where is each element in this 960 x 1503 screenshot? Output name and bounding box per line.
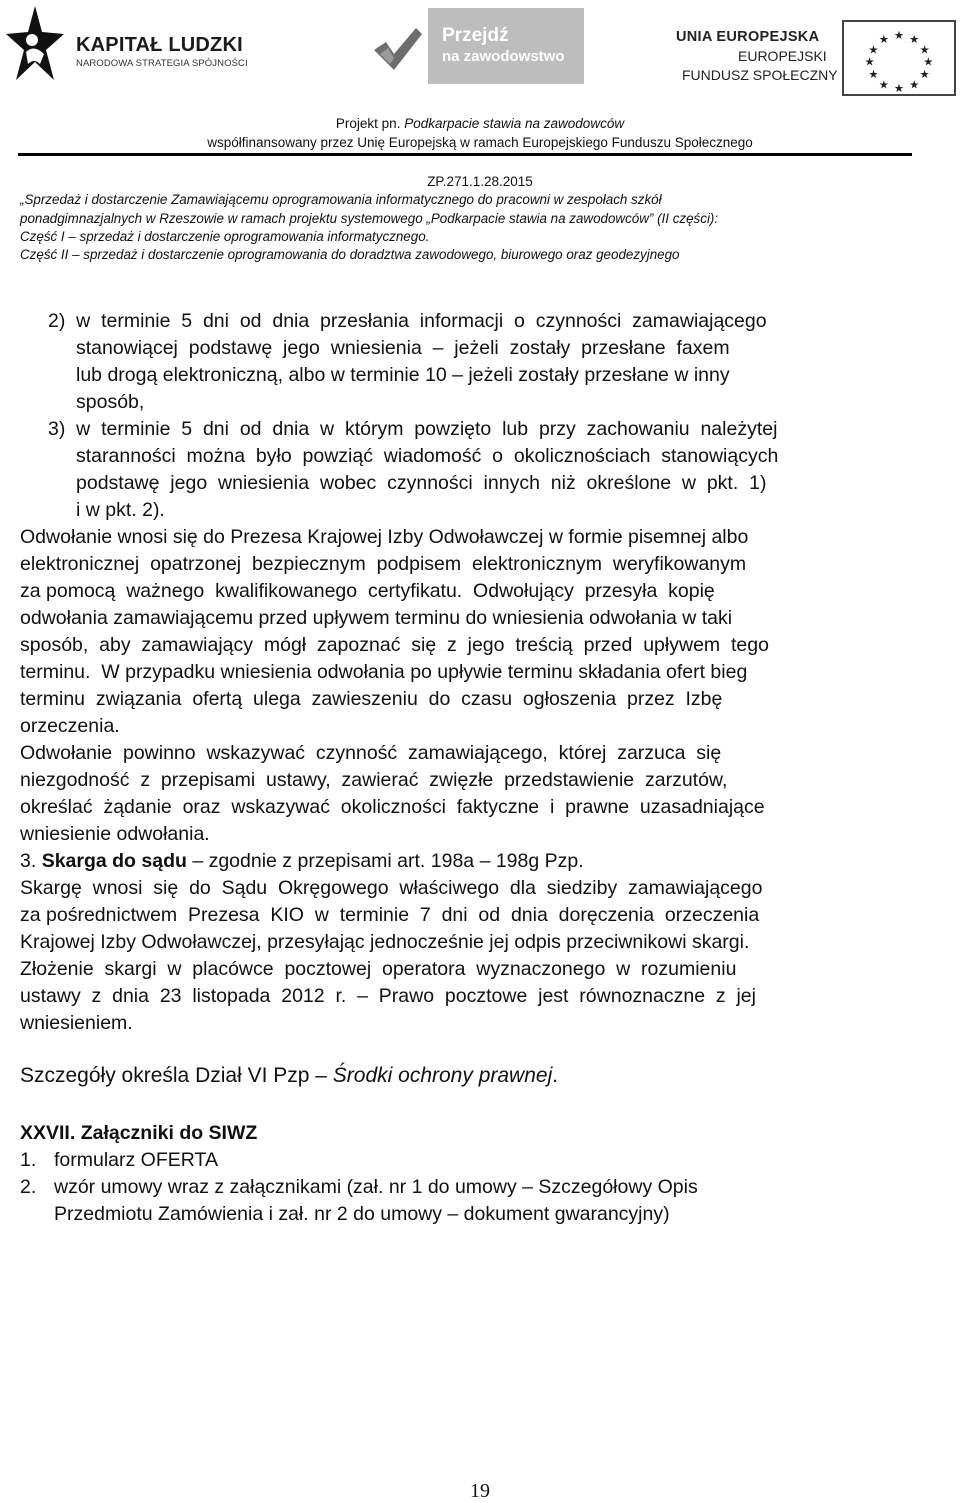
attachment-num: 2. — [20, 1176, 37, 1198]
item3-line: i w pkt. 2). — [76, 499, 165, 521]
kapital-ludzki-title: KAPITAŁ LUDZKI — [76, 34, 243, 56]
skarga-line: ustawy z dnia 23 listopada 2012 r. – Prawo pocztowe jest równoznaczne z jej — [20, 985, 756, 1007]
skarga-line: za pośrednictwem Prezesa KIO w terminie 7 dni od dnia doręczenia orzeczenia — [20, 904, 760, 926]
spec-line: ponadgimnazjalnych w Rzeszowie w ramach projektu systemowego „Podkarpacie stawia na zawodowców” (II części): — [20, 211, 719, 226]
skarga-heading-num: 3. — [20, 850, 42, 872]
project-line-1 — [0, 116, 960, 131]
skarga-line: Krajowej Izby Odwoławczej, przesyłając jednocześnie jej odpis przeciwnikowi skargi. — [20, 931, 750, 953]
przejdz-logo-line1: Przejdź — [442, 25, 509, 46]
ue-logo-text — [676, 28, 838, 85]
unia-europejska-logo — [676, 20, 956, 96]
attachment-text: wzór umowy wraz z załącznikami (zał. nr 1 do umowy – Szczegółowy Opis — [54, 1176, 698, 1198]
item3-line: 3) w terminie 5 dni od dnia w którym powzięto lub przy zachowaniu należytej — [48, 418, 778, 440]
skarga-line: wniesieniem. — [20, 1012, 133, 1034]
powinno-line: wniesienie odwołania. — [20, 823, 210, 845]
header-rule — [18, 153, 912, 156]
odwolanie-line: odwołania zamawiającemu przed upływem terminu do wniesienia odwołania w taki — [20, 607, 733, 629]
powinno-line: Odwołanie powinno wskazywać czynność zamawiającego, której zarzuca się — [20, 742, 722, 764]
svg-text:★: ★ — [909, 77, 920, 92]
odwolanie-line: Odwołanie wnosi się do Prezesa Krajowej Izby Odwoławczej w formie pisemnej albo — [20, 526, 749, 548]
skarga-heading — [20, 848, 584, 875]
svg-text:★: ★ — [893, 28, 905, 43]
odwolanie-line: terminu. W przypadku wniesienia odwołania po upływie terminu składania ofert bieg — [20, 661, 748, 683]
svg-text:★: ★ — [878, 31, 889, 46]
svg-text:★: ★ — [909, 31, 920, 46]
szczegoly-line — [20, 1062, 558, 1089]
item3-line: staranności można było powziąć wiadomość o okolicznościach stanowiących — [76, 445, 779, 467]
odwolanie-line: elektronicznej opatrzonej bezpiecznym podpisem elektronicznym weryfikowanym — [20, 553, 747, 575]
svg-text:★: ★ — [919, 42, 930, 57]
odwolanie-line: sposób, aby zamawiający mógł zapoznać się z jego treścią przed upływem tego — [20, 634, 769, 656]
reference-number: ZP.271.1.28.2015 — [427, 174, 533, 189]
svg-text:★: ★ — [893, 81, 905, 96]
spec-line: Część II – sprzedaż i dostarczenie oprogramowania do doradztwa zawodowego, biurowego oraz geodezyjnego — [20, 247, 680, 262]
ue-logo-line1: UNIA EUROPEJSKA — [676, 29, 820, 45]
svg-text:★: ★ — [878, 77, 889, 92]
szczegoly-prefix: Szczegóły określa Dział VI Pzp – — [20, 1064, 333, 1087]
project-line-2: współfinansowany przez Unię Europejską w ramach Europejskiego Funduszu Społecznego — [207, 135, 753, 150]
przejdz-na-zawodowstwo-logo — [372, 8, 587, 84]
project-name: Podkarpacie stawia na zawodowców — [404, 116, 625, 131]
przejdz-logo-text — [442, 26, 565, 67]
skarga-line: Złożenie skargi w placówce pocztowej operatora wyznaczonego w rozumieniu — [20, 958, 737, 980]
item2-line: sposób, — [76, 391, 145, 413]
odwolanie-line: terminu związania ofertą ulega zawieszeniu do czasu ogłoszenia przez Izbę — [20, 688, 723, 710]
powinno-line: określać żądanie oraz wskazywać okoliczności faktyczne i prawne uzasadniające — [20, 796, 765, 818]
project-line-1-prefix: Projekt pn. — [335, 116, 405, 131]
item2-line: stanowiącej podstawę jego wniesienia – jeżeli zostały przesłane faxem — [76, 337, 730, 359]
checkmark-icon — [372, 24, 424, 74]
skarga-line: Skargę wnosi się do Sądu Okręgowego właściwego dla siedziby zamawiającego — [20, 877, 763, 899]
item3-line: podstawę jego wniesienia wobec czynności innych niż określone w pkt. 1) — [76, 472, 767, 494]
kapital-ludzki-star-icon — [4, 4, 66, 84]
svg-text:★: ★ — [919, 66, 930, 81]
skarga-heading-bold: Skarga do sądu — [41, 850, 187, 872]
ue-logo-line3: FUNDUSZ SPOŁECZNY — [682, 67, 838, 83]
przejdz-logo-line2: na zawodowstwo — [442, 48, 565, 65]
eu-flag-icon — [842, 20, 956, 96]
logo-bar — [0, 0, 960, 100]
kapital-ludzki-subtitle: NARODOWA STRATEGIA SPÓJNOŚCI — [76, 58, 248, 69]
szczegoly-italic: Środki ochrony prawnej — [332, 1064, 553, 1087]
svg-text:★: ★ — [923, 54, 934, 69]
ue-logo-line2: EUROPEJSKI — [738, 48, 827, 64]
section-title: XXVII. Załączniki do SIWZ — [20, 1122, 258, 1144]
przejdz-logo-box — [428, 8, 584, 84]
page-number: 19 — [470, 1480, 490, 1502]
powinno-line: niezgodność z przepisami ustawy, zawierać zwięzłe przedstawienie zarzutów, — [20, 769, 728, 791]
svg-text:★: ★ — [868, 42, 879, 57]
item2-line: lub drogą elektroniczną, albo w terminie 10 – jeżeli zostały przesłane w inny — [76, 364, 730, 386]
spec-line: „Sprzedaż i dostarczenie Zamawiającemu oprogramowania informatycznego do pracowni w zespołach szkół — [20, 192, 662, 207]
odwolanie-line: orzeczenia. — [20, 715, 120, 737]
attachment-text-cont: Przedmiotu Zamówienia i zał. nr 2 do umowy – dokument gwarancyjny) — [54, 1203, 670, 1225]
svg-text:★: ★ — [868, 66, 879, 81]
attachment-text: formularz OFERTA — [54, 1149, 218, 1171]
odwolanie-line: za pomocą ważnego kwalifikowanego certyfikatu. Odwołujący przesyła kopię — [20, 580, 715, 602]
attachment-num: 1. — [20, 1149, 37, 1171]
szczegoly-suffix: . — [552, 1064, 559, 1087]
spec-line: Część I – sprzedaż i dostarczenie oprogramowania informatycznego. — [20, 229, 430, 244]
svg-text:★: ★ — [864, 54, 875, 69]
skarga-heading-rest: – zgodnie z przepisami art. 198a – 198g Pzp. — [186, 850, 584, 872]
item2-line: 2) w terminie 5 dni od dnia przesłania informacji o czynności zamawiającego — [48, 310, 767, 332]
kapital-ludzki-logo — [4, 4, 254, 84]
